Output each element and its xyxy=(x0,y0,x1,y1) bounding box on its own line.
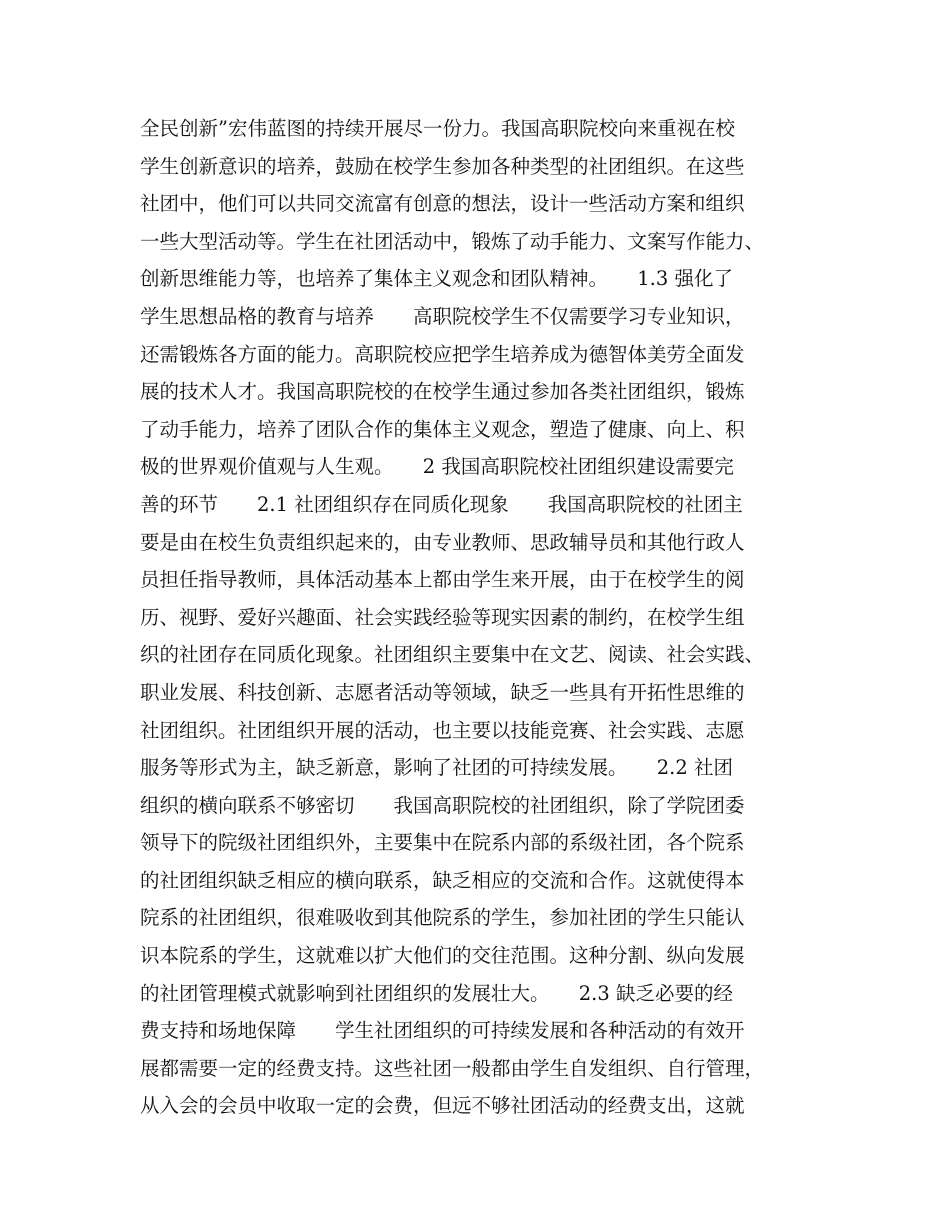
text-line: 一些大型活动等。学生在社团活动中，锻炼了动手能力、文案写作能力、 xyxy=(140,229,765,253)
text-line: 展都需要一定的经费支持。这些社团一般都由学生自发组织、自行管理， xyxy=(140,1056,765,1080)
text-line: 组织的横向联系不够密切 我国高职院校的社团组织，除了学院团委 xyxy=(140,793,745,817)
body-text xyxy=(140,110,860,1125)
text-line: 费支持和场地保障 学生社团组织的可持续发展和各种活动的有效开 xyxy=(140,1019,745,1043)
text-line: 社团组织。社团组织开展的活动，也主要以技能竞赛、社会实践、志愿 xyxy=(140,718,745,742)
text-line: 的社团管理模式就影响到社团组织的发展壮大。 2.3 缺乏必要的经 xyxy=(140,981,733,1005)
text-line: 的社团组织缺乏相应的横向联系，缺乏相应的交流和合作。这就使得本 xyxy=(140,868,745,892)
text-line: 织的社团存在同质化现象。社团组织主要集中在文艺、阅读、社会实践、 xyxy=(140,643,765,667)
text-line: 学生创新意识的培养，鼓励在校学生参加各种类型的社团组织。在这些 xyxy=(140,154,745,178)
text-line: 要是由在校生负责组织起来的，由专业教师、思政辅导员和其他行政人 xyxy=(140,530,745,554)
text-line: 学生思想品格的教育与培养 高职院校学生不仅需要学习专业知识， xyxy=(140,304,745,328)
text-line: 领导下的院级社团组织外，主要集中在院系内部的系级社团，各个院系 xyxy=(140,831,745,855)
text-line: 创新思维能力等，也培养了集体主义观念和团队精神。 1.3 强化了 xyxy=(140,267,733,291)
text-line: 还需锻炼各方面的能力。高职院校应把学生培养成为德智体美劳全面发 xyxy=(140,342,745,366)
text-line: 全民创新”宏伟蓝图的持续开展尽一份力。我国高职院校向来重视在校 xyxy=(140,117,735,140)
text-line: 展的技术人才。我国高职院校的在校学生通过参加各类社团组织，锻炼 xyxy=(140,380,745,404)
text-line: 员担任指导教师，具体活动基本上都由学生来开展，由于在校学生的阅 xyxy=(140,568,745,592)
text-line: 识本院系的学生，这就难以扩大他们的交往范围。这种分割、纵向发展 xyxy=(140,944,745,968)
text-line: 服务等形式为主，缺乏新意，影响了社团的可持续发展。 2.2 社团 xyxy=(140,756,733,780)
text-line: 善的环节 2.1 社团组织存在同质化现象 我国高职院校的社团主 xyxy=(140,492,743,516)
text-line: 职业发展、科技创新、志愿者活动等领域，缺乏一些具有开拓性思维的 xyxy=(140,680,745,704)
text-line: 社团中，他们可以共同交流富有创意的想法，设计一些活动方案和组织 xyxy=(140,192,745,216)
text-line: 从入会的会员中收取一定的会费，但远不够社团活动的经费支出，这就 xyxy=(140,1094,745,1118)
text-line: 历、视野、爱好兴趣面、社会实践经验等现实因素的制约，在校学生组 xyxy=(140,605,745,629)
text-line: 极的世界观价值观与人生观。 2 我国高职院校社团组织建设需要完 xyxy=(140,455,734,479)
text-line: 院系的社团组织，很难吸收到其他院系的学生，参加社团的学生只能认 xyxy=(140,906,745,930)
text-line: 了动手能力，培养了团队合作的集体主义观念，塑造了健康、向上、积 xyxy=(140,417,745,441)
